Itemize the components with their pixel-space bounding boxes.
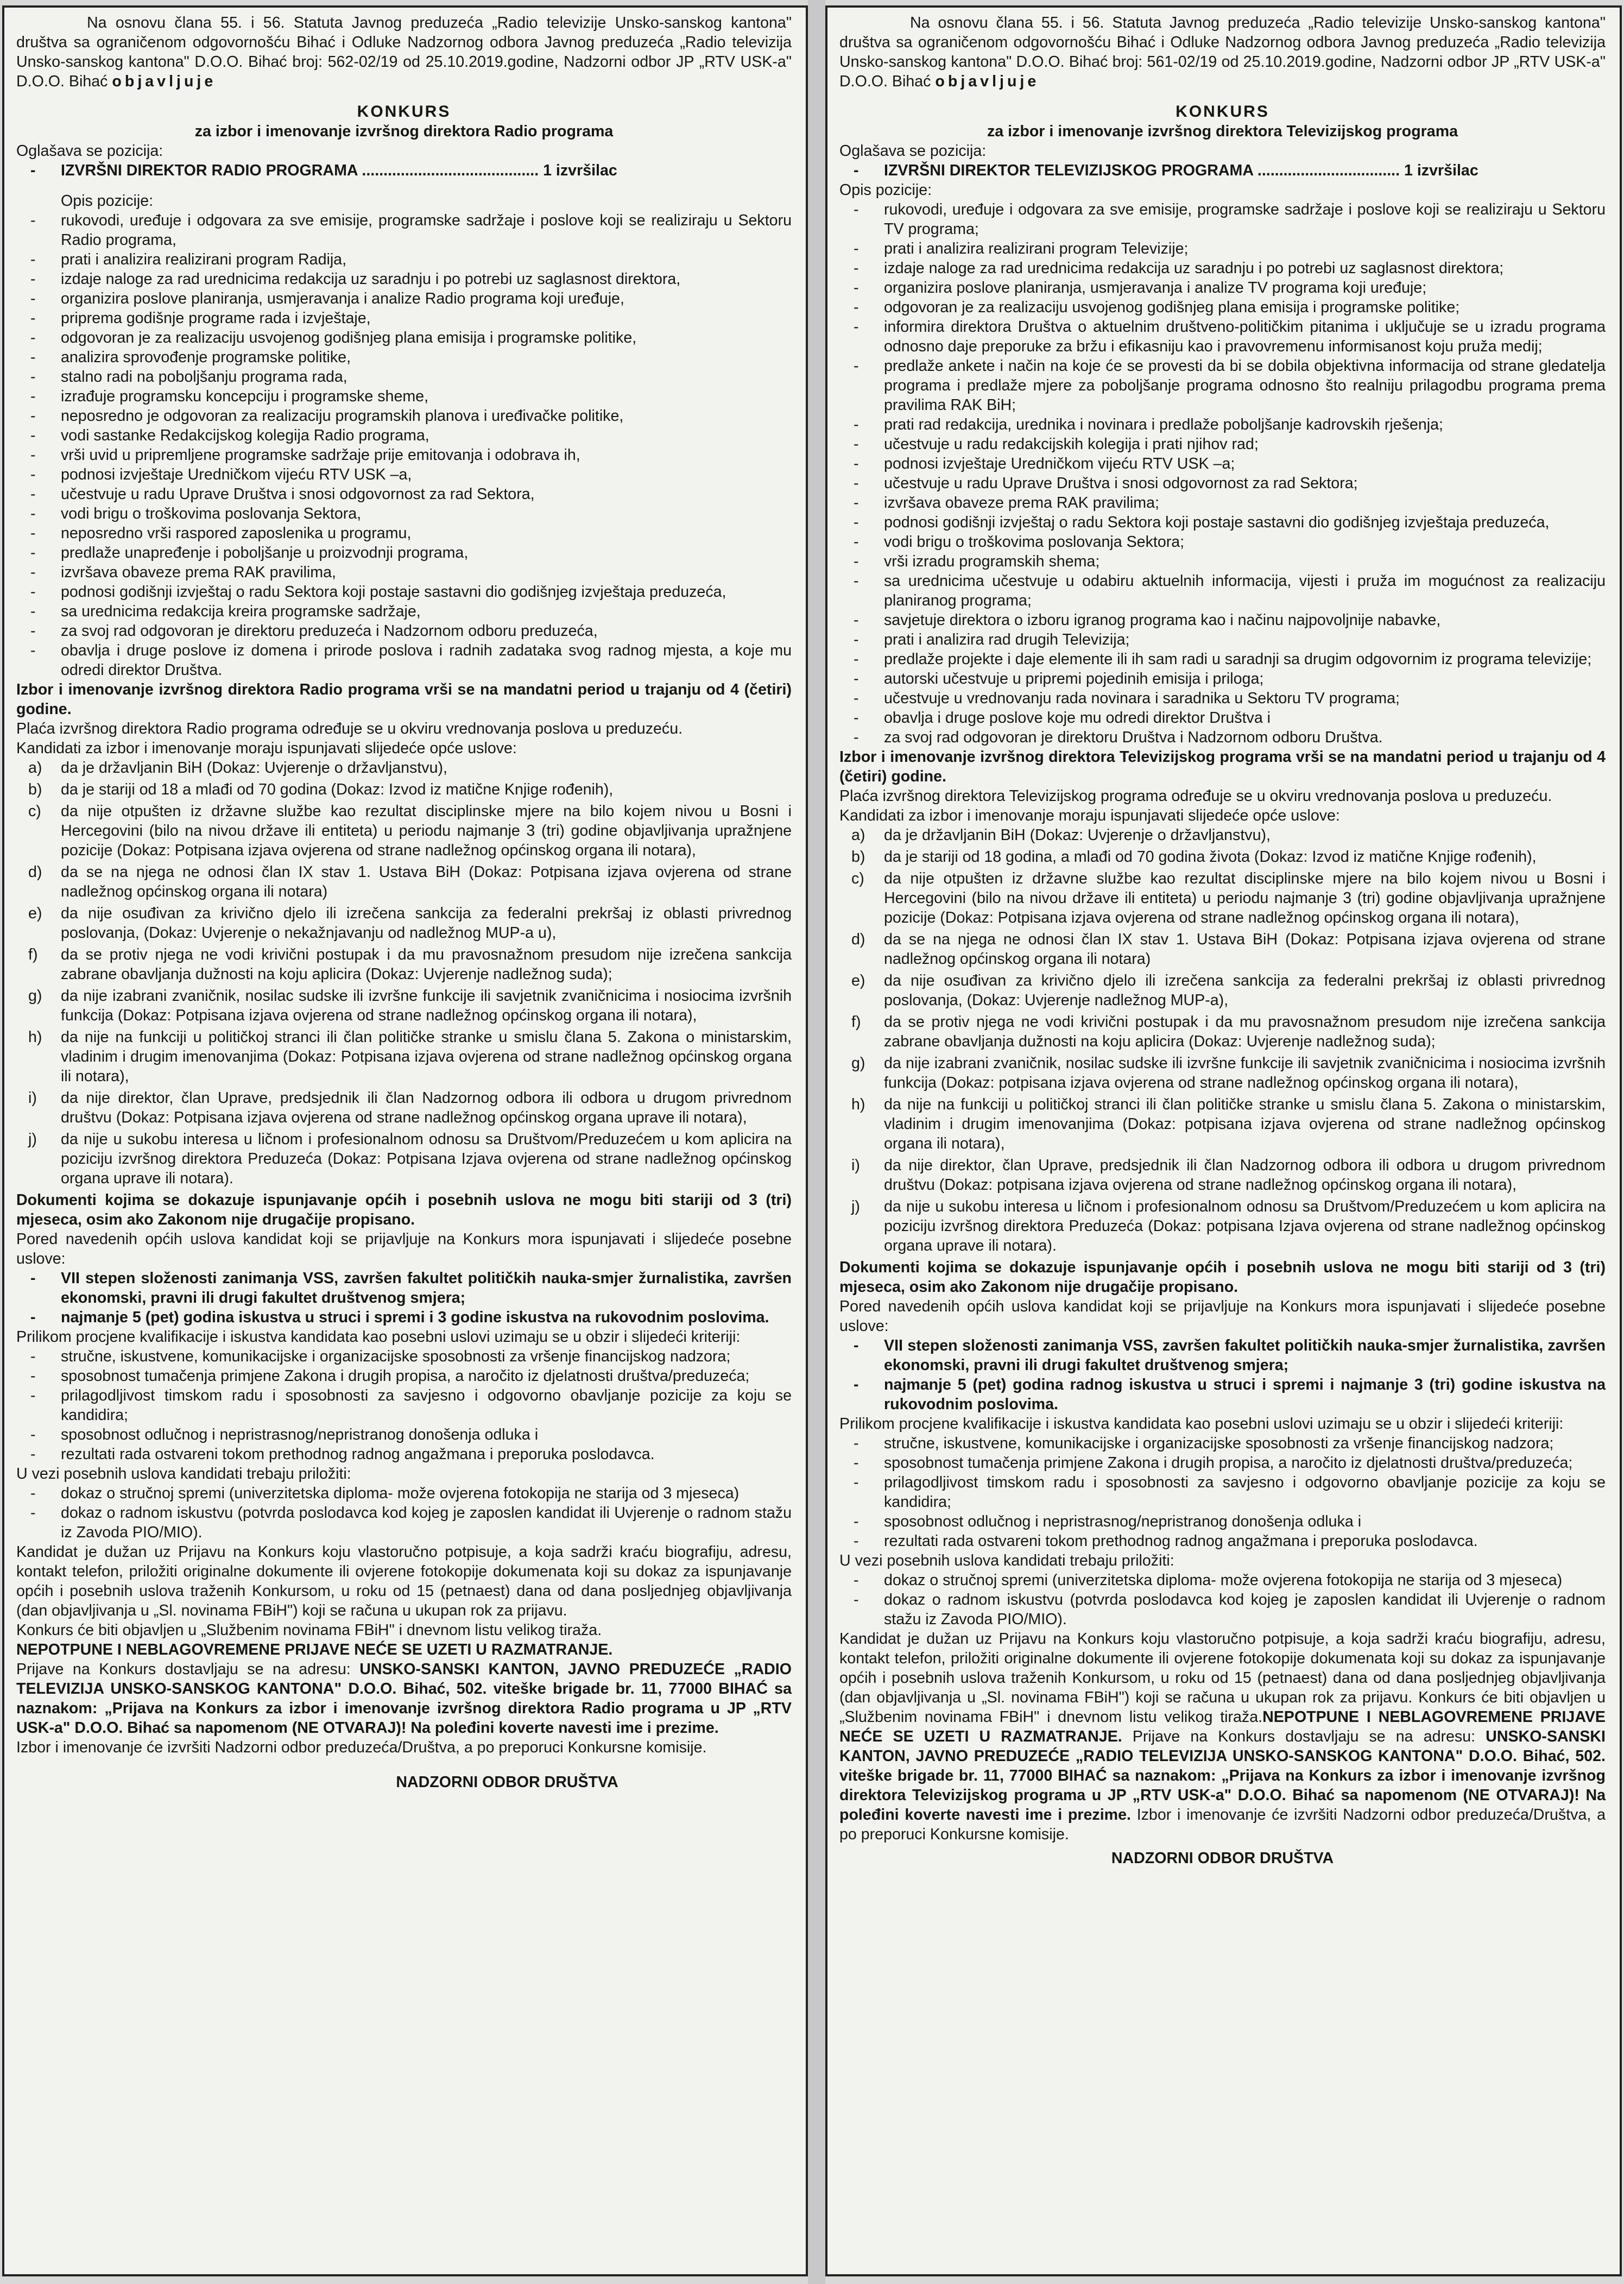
list-item: - vodi sastanke Redakcijskog kolegija Radio programa, <box>16 426 792 445</box>
attachments-heading: U vezi posebnih uslova kandidati trebaju priložiti: <box>16 1465 351 1482</box>
list-item: - izvršava obaveze prema RAK pravilima; <box>839 493 1606 513</box>
list-item: - izdaje naloge za rad urednicima redakcija uz saradnju i po potrebi uz saglasnost direktora, <box>16 269 792 289</box>
condition-text: da nije izabrani zvaničnik, nosilac sudske ili izvršne funkcije ili savjetnik zvaničnicima i nosiocima izvršnih funkcija (Dokaz: Potpisana izjava ovjerena od strane nadležnog općinskog organa ili notara), <box>61 987 792 1024</box>
address-prefix: Prijave na Konkurs dostavljaju se na adresu: <box>16 1661 360 1678</box>
list-item: - dokaz o radnom iskustvu (potvrda poslodavca kod kojeg je zaposlen kandidat ili Uvjerenje o radnom stažu iz Zavoda PIO/MIO). <box>16 1503 792 1542</box>
intro-objavljuje: objavljuje <box>112 73 217 90</box>
condition-letter: c) <box>28 803 41 820</box>
condition-item <box>16 1027 792 1086</box>
konkurs-title: KONKURS <box>357 103 451 121</box>
condition-text: da nije osuđivan za krivično djelo ili izrečena sankcija za federalni prekršaj iz oblasti privrednog poslovanja, (Dokaz: Uvjerenje o nekažnjavanju od nadležnog MUP-a u), <box>61 905 792 942</box>
condition-letter: e) <box>851 972 865 989</box>
condition-text: da se na njega ne odnosi član IX stav 1. Ustava BiH (Dokaz: Potpisana izjava ovjerena od strane nadležnog općinskog organa ili notara) <box>61 863 792 900</box>
column-gutter <box>808 0 825 2284</box>
list-item: - učestvuje u radu redakcijskih kolegija i prati njihov rad; <box>839 434 1606 454</box>
condition-letter: g) <box>28 987 42 1005</box>
condition-letter: g) <box>851 1055 865 1072</box>
position-line: - IZVRŠNI DIREKTOR TELEVIZIJSKOG PROGRAMA ................................. 1 izvršilac <box>839 161 1606 180</box>
intro-text: Na osnovu člana 55. i 56. Statuta Javnog preduzeća „Radio televizije Unsko-sanskog kantona" društva sa ograničenom odgovornošću Bihać i Odluke Nadzornog odbora Javnog preduzeća „Radio televizija Unsko-sanskog kantona" D.O.O. Bihać broj: 561-02/19 od 25.10.2019.godine, Nadzorni odbor JP „RTV USK-a" D.O.O. Bihać <box>839 14 1606 90</box>
list-item: - odgovoran je za realizaciju usvojenog godišnjeg plana emisija i programske politike, <box>16 328 792 348</box>
condition-item <box>16 1130 792 1188</box>
condition-text: da nije izabrani zvaničnik, nosilac sudske ili izvršne funkcije ili savjetnik zvaničnicima i nosiocima izvršnih funkcija (Dokaz: potpisana izjava ovjerena od strane nadležnog općinskog organa ili notara), <box>884 1055 1606 1091</box>
konkurs-subtitle: za izbor i imenovanje izvršnog direktora Radio programa <box>194 123 614 140</box>
list-item: - prati i analizira realizirani program Televizije; <box>839 239 1606 258</box>
list-item: - obavlja i druge poslove koje mu odredi direktor Društva i <box>839 708 1606 728</box>
criteria-heading: Prilikom procjene kvalifikacije i iskustva kandidata kao posebni uslovi uzimaju se u obzir i slijedeći kriteriji: <box>16 1328 741 1346</box>
condition-item <box>16 862 792 901</box>
application-text: Kandidat je dužan uz Prijavu na Konkurs koju vlastoručno potpisuje, a koja sadrži kraću biografiju, adresu, kontakt telefon, priložiti originalne dokumente ili ovjerene fotokopije dokumenata koji su dokaz za ispunjavanje općih i posebnih uslova traženih Konkursom, u roku od 15 (petnaest) dana od dana posljednjeg objavljivanja (dan objavljivanja u „Sl. novinama FBiH") koji se računa u ukupan rok za prijavu. <box>16 1543 792 1619</box>
list-item: - izdaje naloge za rad urednicima redakcija uz saradnju i po potrebi uz saglasnost direktora; <box>839 258 1606 278</box>
list-item: - analizira sprovođenje programske politike, <box>16 348 792 367</box>
list-item: - organizira poslove planiranja, usmjeravanja i analize TV programa koji uređuje; <box>839 278 1606 298</box>
duties-heading: Opis pozicije: <box>839 181 932 199</box>
intro-paragraph <box>16 13 792 91</box>
address-paragraph <box>16 1660 792 1738</box>
list-item: - autorski učestvuje u pripremi pojedinih emisija i priloga; <box>839 669 1606 689</box>
condition-text: da nije otpušten iz državne službe kao rezultat disciplinske mjere na bilo kojem nivou u Bosni i Hercegovini (bilo na nivou države ili entiteta) u periodu najmanje 3 (tri) godine objavljivanja upražnjene pozicije (Dokaz: Potpisana izjava ovjerena od strane nadležnog općinskog organa ili notara), <box>884 870 1606 926</box>
condition-text: da je državljanin BiH (Dokaz: Uvjerenje o državljanstvu), <box>61 759 447 777</box>
list-item: - dokaz o radnom iskustvu (potvrda poslodavca kod kojeg je zaposlen kandidat ili Uvjerenje o radnom stažu iz Zavoda PIO/MIO). <box>839 1590 1606 1629</box>
duties-list <box>839 200 1606 747</box>
condition-text: da je stariji od 18 godina, a mlađi od 70 godina života (Dokaz: Izvod iz matične Knjige rođenih), <box>884 848 1537 866</box>
condition-text: da nije direktor, član Uprave, predsjednik ili član Nadzornog odbora ili odbora u drugom privrednom društvu (Dokaz: potpisana izjava ovjerena od strane nadležnog općinskog organa ili notara), <box>884 1157 1606 1194</box>
incomplete-warning: NEPOTPUNE I NEBLAGOVREMENE PRIJAVE NEĆE SE UZETI U RAZMATRANJE. <box>16 1641 613 1658</box>
list-item: - učestvuje u radu Uprave Društva i snosi odgovornost za rad Sektora, <box>16 484 792 504</box>
list-item: - vrši uvid u pripremljene programske sadržaje prije emitovanja i odobrava ih, <box>16 445 792 465</box>
list-item: - rezultati rada ostvareni tokom prethodnog radnog angažmana i preporuka poslodavca. <box>839 1531 1606 1551</box>
konkurs-tv-column <box>825 5 1622 2276</box>
list-item: - najmanje 5 (pet) godina iskustva u struci i spremi i 3 godine iskustva na rukovodnim poslovima. <box>16 1308 792 1327</box>
list-item: - predlaže unapređenje i poboljšanje u proizvodnji programa, <box>16 543 792 563</box>
list-item: - podnosi izvještaje Uredničkom vijeću RTV USK –a, <box>16 465 792 484</box>
list-item: - za svoj rad odgovoran je direktoru Društva i Nadzornom odboru Društva. <box>839 728 1606 747</box>
condition-letter: f) <box>28 946 38 963</box>
condition-letter: i) <box>851 1157 860 1174</box>
condition-text: da nije osuđivan za krivično djelo ili izrečena sankcija za federalni prekršaj iz oblasti privrednog poslovanja, (Dokaz: Uvjerenje nadležnog MUP-a), <box>884 972 1606 1009</box>
condition-text: da nije otpušten iz državne službe kao rezultat disciplinske mjere na bilo kojem nivou u Bosni i Hercegovini (bilo na nivou države ili entiteta) u periodu najmanje 3 (tri) godine objavljivanja upražnjene pozicije (Dokaz: Potpisana izjava ovjerena od strane nadležnog općinskog organa ili notara), <box>61 803 792 859</box>
condition-text: da se protiv njega ne vodi krivični postupak i da mu pravosnažnom presudom nije izrečena sankcija zabrane obavljanja dužnosti na koju aplicira (Dokaz: Uvjerenje nadležnog suda); <box>884 1013 1606 1050</box>
condition-item <box>839 1197 1606 1255</box>
condition-item <box>16 945 792 984</box>
position-list <box>839 161 1606 180</box>
criteria-heading: Prilikom procjene kvalifikacije i iskustva kandidata kao posebni uslovi uzimaju se u obzir i slijedeći kriteriji: <box>839 1415 1564 1433</box>
list-item: - organizira poslove planiranja, usmjeravanja i analize Radio programa koji uređuje, <box>16 289 792 308</box>
mandate-text: Izbor i imenovanje izvršnog direktora Televizijskog programa vrši se na mandatni period u trajanju od 4 (četiri) godine. <box>839 748 1606 785</box>
list-item: - prati i analizira realizirani program Radija, <box>16 250 792 269</box>
list-item: - stručne, iskustvene, komunikacijske i organizacijske sposobnosti za vršenje financijskog nadzora; <box>839 1434 1606 1453</box>
condition-item <box>16 780 792 799</box>
intro-paragraph <box>839 13 1606 91</box>
closing-text: Izbor i imenovanje će izvršiti Nadzorni odbor preduzeća/Društva, a po preporuci Konkursne komisije. <box>839 1806 1606 1843</box>
list-item: - učestvuje u vrednovanju rada novinara i saradnika u Sektoru TV programa; <box>839 689 1606 708</box>
list-item: - podnosi godišnji izvještaj o radu Sektora koji postaje sastavni dio godišnjeg izvještaja preduzeća, <box>839 513 1606 532</box>
condition-letter: i) <box>28 1089 37 1107</box>
special-conditions-list <box>16 1269 792 1327</box>
condition-text: da se na njega ne odnosi član IX stav 1. Ustava BiH (Dokaz: Potpisana izjava ovjerena od strane nadležnog općinskog organa ili notara) <box>884 931 1606 968</box>
condition-letter: h) <box>28 1029 42 1046</box>
condition-text: da je državljanin BiH (Dokaz: Uvjerenje o državljanstvu), <box>884 826 1271 844</box>
condition-letter: j) <box>28 1131 37 1148</box>
announce-text: Oglašava se pozicija: <box>16 142 163 160</box>
condition-item <box>839 1012 1606 1051</box>
list-item: - neposredno je odgovoran za realizaciju programskih planova i uređivačke politike, <box>16 406 792 426</box>
closing-text: Izbor i imenovanje će izvršiti Nadzorni odbor preduzeća/Društva, a po preporuci Konkursne komisije. <box>16 1739 707 1756</box>
special-conditions-heading: Pored navedenih općih uslova kandidat koji se prijavljuje na Konkurs mora ispunjavati i slijedeće posebne uslove: <box>839 1298 1606 1335</box>
signature: NADZORNI ODBOR DRUŠTVA <box>396 1774 618 1791</box>
condition-letter: a) <box>28 759 42 777</box>
list-item: - sposobnost odlučnog i nepristrasnog/nepristranog donošenja odluka i <box>16 1425 792 1444</box>
list-item: - izrađuje programsku koncepciju i programske sheme, <box>16 387 792 406</box>
general-conditions-list <box>16 758 792 1188</box>
condition-letter: f) <box>851 1013 861 1031</box>
list-item: - VII stepen složenosti zanimanja VSS, završen fakultet političkih nauka-smjer žurnalistika, završen ekonomski, pravni ili drugi fakultet društvenog smjera; <box>839 1336 1606 1375</box>
condition-item <box>16 904 792 943</box>
condition-text: da nije u sukobu interesa u ličnom i profesionalnom odnosu sa Društvom/Preduzećem u kom aplicira na poziciju izvršnog direktora Preduzeća (Dokaz: potpisana Izjava ovjerena od strane nadležnog općinskog organa uprave ili notara). <box>884 1198 1606 1254</box>
list-item: - prati i analizira rad drugih Televizija; <box>839 630 1606 649</box>
signature: NADZORNI ODBOR DRUŠTVA <box>1111 1850 1334 1867</box>
condition-text: da nije u sukobu interesa u ličnom i profesionalnom odnosu sa Društvom/Preduzećem u kom aplicira na poziciju izvršnog direktora Preduzeća (Dokaz: Potpisana Izjava ovjerena od strane nadležnog općinskog organa uprave ili notara). <box>61 1131 792 1187</box>
list-item: - neposredno vrši raspored zaposlenika u programu, <box>16 523 792 543</box>
list-item: - sa urednicima učestvuje u odabiru aktuelnih informacija, vijesti i pruža im mogućnost za realizaciju planiranog programa; <box>839 571 1606 610</box>
konkurs-radio-column <box>2 5 808 2276</box>
list-item: - priprema godišnje programe rada i izvještaje, <box>16 308 792 328</box>
list-item: - sposobnost tumačenja primjene Zakona i drugih propisa, a naročito iz djelatnosti društva/preduzeća; <box>16 1366 792 1386</box>
attachments-list <box>16 1484 792 1542</box>
announce-text: Oglašava se pozicija: <box>839 142 987 160</box>
condition-item <box>16 1088 792 1127</box>
condition-text: da se protiv njega ne vodi krivični postupak i da mu pravosnažnom presudom nije izrečena sankcija zabrane obavljanja dužnosti na koju aplicira (Dokaz: Uvjerenje nadležnog suda); <box>61 946 792 983</box>
list-item: - sposobnost odlučnog i nepristrasnog/nepristranog donošenja odluka i <box>839 1512 1606 1531</box>
condition-item <box>839 825 1606 845</box>
list-item: - savjetuje direktora o izboru igranog programa kao i načinu najpovoljnije nabavke, <box>839 610 1606 630</box>
condition-item <box>16 986 792 1025</box>
salary-text: Plaća izvršnog direktora Radio programa određuje se u okviru vrednovanja poslova u preduzeću. <box>16 720 683 737</box>
address-prefix: Prijave na Konkurs dostavljaju se na adresu: <box>1122 1728 1486 1745</box>
list-item: - dokaz o stručnoj spremi (univerzitetska diploma- može ovjerena fotokopija ne starija od 3 mjeseca) <box>839 1570 1606 1590</box>
attachments-list <box>839 1570 1606 1629</box>
list-item: - vodi brigu o troškovima poslovanja Sektora; <box>839 532 1606 552</box>
condition-item <box>839 1095 1606 1153</box>
address-bold: UNSKO-SANSKI KANTON, JAVNO PREDUZEĆE „RADIO TELEVIZIJA UNSKO-SANSKOG KANTONA" D.O.O. Bihać, 502. viteške brigade br. 11, 77000 BIHAĆ sa naznakom: „Prijava na Konkurs za izbor i imenovanje izvršnog direktora Radio programa u JP „RTV USK-a" D.O.O. Bihać sa napomenom (NE OTVARAJ)! Na poleđini koverte navesti ime i prezime. <box>16 1661 792 1737</box>
list-item: - rezultati rada ostvareni tokom prethodnog radnog angažmana i preporuka poslodavca. <box>16 1444 792 1464</box>
special-conditions-heading: Pored navedenih općih uslova kandidat koji se prijavljuje na Konkurs mora ispunjavati i slijedeće posebne uslove: <box>16 1231 792 1267</box>
position-line: - IZVRŠNI DIREKTOR RADIO PROGRAMA ......................................... 1 izvršilac <box>16 161 792 180</box>
special-conditions-list <box>839 1336 1606 1414</box>
list-item: - odgovoran je za realizaciju usvojenog godišnjeg plana emisija i programske politike; <box>839 298 1606 317</box>
attachments-heading: U vezi posebnih uslova kandidati trebaju priložiti: <box>839 1552 1174 1569</box>
list-item: - VII stepen složenosti zanimanja VSS, završen fakultet političkih nauka-smjer žurnalistika, završen ekonomski, pravni ili drugi fakultet društvenog smjera; <box>16 1269 792 1308</box>
condition-text: da je stariji od 18 a mlađi od 70 godina (Dokaz: Izvod iz matične Knjige rođenih), <box>61 781 614 798</box>
condition-text: da nije direktor, član Uprave, predsjednik ili član Nadzornog odbora ili odbora u drugom privrednom društvu (Dokaz: Potpisana izjava ovjerena od strane nadležnog općinskog organa uprave ili notara), <box>61 1089 792 1126</box>
condition-letter: j) <box>851 1198 860 1215</box>
documents-note: Dokumenti kojima se dokazuje ispunjavanje općih i posebnih uslova ne mogu biti stariji od 3 (tri) mjeseca, osim ako Zakonom nije drugačije propisano. <box>839 1259 1606 1296</box>
salary-text: Plaća izvršnog direktora Televizijskog programa određuje se u okviru vrednovanja poslova u preduzeću. <box>839 787 1552 805</box>
list-item: - podnosi izvještaje Uredničkom vijeću RTV USK –a; <box>839 454 1606 474</box>
position-list <box>16 161 792 180</box>
criteria-list <box>16 1347 792 1464</box>
list-item: - podnosi godišnji izvještaj o radu Sektora koji postaje sastavni dio godišnjeg izvještaja preduzeća, <box>16 582 792 602</box>
general-conditions-heading: Kandidati za izbor i imenovanje moraju ispunjavati slijedeće opće uslove: <box>839 807 1340 824</box>
condition-item <box>839 869 1606 928</box>
konkurs-title: KONKURS <box>1176 103 1269 121</box>
list-item: - obavlja i druge poslove iz domena i prirode poslova i radnih zadataka svog radnog mjesta, a koje mu odredi direktor Društva. <box>16 641 792 680</box>
list-item: - vodi brigu o troškovima poslovanja Sektora, <box>16 504 792 523</box>
intro-objavljuje: objavljuje <box>935 73 1040 90</box>
condition-item <box>16 758 792 778</box>
mandate-text: Izbor i imenovanje izvršnog direktora Radio programa vrši se na mandatni period u trajanju od 4 (četiri) godine. <box>16 681 792 718</box>
list-item: - informira direktora Društva o aktuelnim društveno-političkim pitanima i uključuje se u izradu programa odnosno daje preporuke za bržu i efikasniju kao i pravovremenu informisanost koju pruža medij; <box>839 317 1606 356</box>
condition-text: da nije na funkciji u političkoj stranci ili član političke stranke u smislu člana 5. Zakona o ministarskim, vladinim i drugim imenovanjima (Dokaz: Potpisana izjava ovjerena od strane nadležnog općinskog organa ili notara), <box>61 1029 792 1085</box>
list-item: - rukovodi, uređuje i odgovara za sve emisije, programske sadržaje i poslove koji se realiziraju u Sektoru TV programa; <box>839 200 1606 239</box>
condition-item <box>839 971 1606 1010</box>
list-item: - stalno radi na poboljšanju programa rada, <box>16 367 792 387</box>
list-item: - predlaže projekte i daje elemente ili ih sam radi u saradnji sa drugim odgovornim iz programa televizije; <box>839 649 1606 669</box>
list-item: - sposobnost tumačenja primjene Zakona i drugih propisa, a naročito iz djelatnosti društva/preduzeća; <box>839 1453 1606 1473</box>
list-item: - učestvuje u radu Uprave Društva i snosi odgovornost za rad Sektora; <box>839 474 1606 493</box>
duties-heading: Opis pozicije: <box>61 192 154 210</box>
application-text: Kandidat je dužan uz Prijavu na Konkurs koju vlastoručno potpisuje, a koja sadrži kraću biografiju, adresu, kontakt telefon, priložiti originalne dokumente ili ovjerene fotokopije dokumenata koji su dokaz za ispunjavanje općih i posebnih uslova traženih Konkursom, u roku od 15 (petnaest) dana od dana posljednjeg objavljivanja (dan objavljivanja u „Sl. novinama FBiH") koji se računa u ukupan rok za prijavu. Konkurs će biti objavljen u „Službenim novinama FBiH" i dnevnom listu velikog tiraža. <box>839 1630 1606 1726</box>
condition-letter: e) <box>28 905 42 922</box>
list-item: - predlaže ankete i način na koje će se provesti da bi se dobila objektivna informacija od strane gledatelja programa i predlaže mjere za poboljšanje programa odnosno što realniju prilagodbu programa prema pravilima RAK BiH; <box>839 356 1606 415</box>
condition-letter: b) <box>851 848 865 866</box>
condition-item <box>839 847 1606 867</box>
condition-letter: h) <box>851 1096 865 1113</box>
documents-note: Dokumenti kojima se dokazuje ispunjavanje općih i posebnih uslova ne mogu biti stariji od 3 (tri) mjeseca, osim ako Zakonom nije drugačije propisano. <box>16 1191 792 1228</box>
condition-item <box>839 1053 1606 1093</box>
list-item: - prilagodljivost timskom radu i sposobnosti za savjesno i odgovorno obavljanje pozicije za koju se kandidira; <box>839 1473 1606 1512</box>
condition-letter: c) <box>851 870 864 887</box>
criteria-list <box>839 1434 1606 1551</box>
condition-letter: a) <box>851 826 865 844</box>
condition-text: da nije na funkciji u političkoj stranci ili član političke stranke u smislu člana 5. Zakona o ministarskim, vladinim i drugim imenovanjima (Dokaz: potpisana izjava ovjerena od strane nadležnog općinskog organa ili notara), <box>884 1096 1606 1152</box>
condition-item <box>839 930 1606 969</box>
konkurs-subtitle: za izbor i imenovanje izvršnog direktora Televizijskog programa <box>987 123 1458 140</box>
list-item: - prati rad redakcija, urednika i novinara i predlaže poboljšanje kadrovskih rješenja; <box>839 415 1606 434</box>
list-item: - sa urednicima redakcija kreira programske sadržaje, <box>16 602 792 621</box>
list-item: - dokaz o stručnoj spremi (univerzitetska diploma- može ovjerena fotokopija ne starija od 3 mjeseca) <box>16 1484 792 1503</box>
list-item: - najmanje 5 (pet) godina radnog iskustva u struci i spremi i najmanje 3 (tri) godine iskustva na rukovodnim poslovima. <box>839 1375 1606 1414</box>
list-item: - za svoj rad odgovoran je direktoru preduzeća i Nadzornom odboru preduzeća, <box>16 621 792 641</box>
intro-text: Na osnovu člana 55. i 56. Statuta Javnog preduzeća „Radio televizije Unsko-sanskog kantona" društva sa ograničenom odgovornošću Bihać i Odluke Nadzornog odbora Javnog preduzeća „Radio televizija Unsko-sanskog kantona" D.O.O. Bihać broj: 562-02/19 od 25.10.2019.godine, Nadzorni odbor JP „RTV USK-a" D.O.O. Bihać <box>16 14 792 90</box>
list-item: - izvršava obaveze prema RAK pravilima, <box>16 563 792 582</box>
incomplete-warning: NEPOTPUNE I NEBLAGOVREMENE PRIJAVE NEĆE SE UZETI U RAZMATRANJE. <box>839 1708 1606 1745</box>
list-item: - rukovodi, uređuje i odgovara za sve emisije, programske sadržaje i poslove koji se realiziraju u Sektoru Radio programa, <box>16 211 792 250</box>
list-item: - prilagodljivost timskom radu i sposobnosti za savjesno i odgovorno obavljanje pozicije za koju se kandidira; <box>16 1386 792 1425</box>
application-paragraph <box>839 1629 1606 1844</box>
publish-text: Konkurs će biti objavljen u „Službenim novinama FBiH" i dnevnom listu velikog tiraža. <box>16 1621 602 1639</box>
condition-letter: d) <box>28 863 42 881</box>
condition-item <box>16 802 792 860</box>
list-item: - vrši izradu programskih shema; <box>839 552 1606 571</box>
general-conditions-list <box>839 825 1606 1255</box>
address-bold: UNSKO-SANSKI KANTON, JAVNO PREDUZEĆE „RADIO TELEVIZIJA UNSKO-SANSKOG KANTONA" D.O.O. Bihać, 502. viteške brigade br. 11, 77000 BIHAĆ sa naznakom: „Prijava na Konkurs za izbor i imenovanje izvršnog direktora Televizijskog programa u JP „RTV USK-a" D.O.O. Bihać sa napomenom (NE OTVARAJ)! Na poleđini koverte navesti ime i prezime. <box>839 1728 1606 1824</box>
list-item: - stručne, iskustvene, komunikacijske i organizacijske sposobnosti za vršenje financijskog nadzora; <box>16 1347 792 1366</box>
condition-letter: b) <box>28 781 42 798</box>
duties-list <box>16 211 792 680</box>
general-conditions-heading: Kandidati za izbor i imenovanje moraju ispunjavati slijedeće opće uslove: <box>16 740 517 757</box>
condition-item <box>839 1156 1606 1195</box>
condition-letter: d) <box>851 931 865 948</box>
